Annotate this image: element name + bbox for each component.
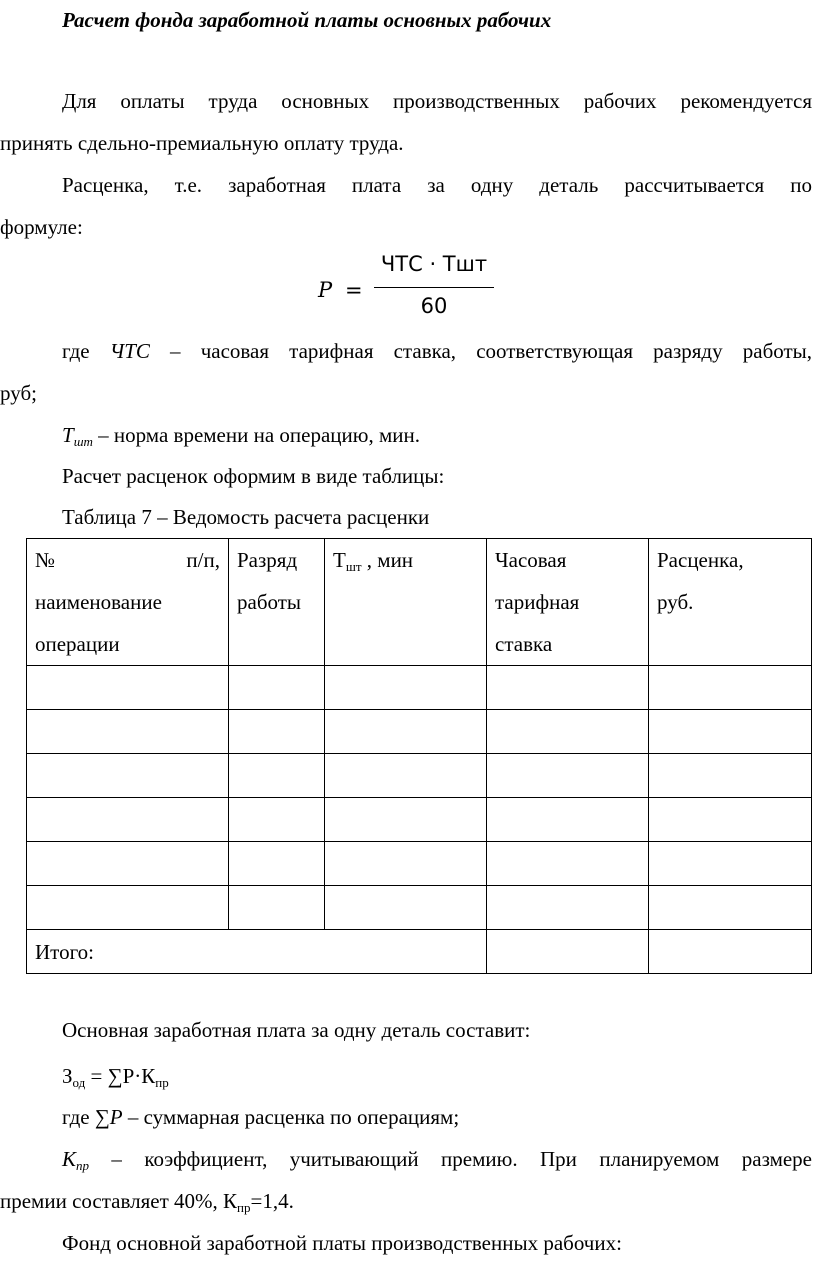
table-row [27,666,812,710]
formula-equals: = [345,278,363,302]
table-cell [27,666,229,710]
header-piece-rate-line: Расценка, [657,548,744,572]
header-operation-line: наименование [35,590,162,614]
table-cell [27,710,229,754]
def-text: – коэффициент, учитывающий премию. При планируемом размере [88,1147,812,1171]
definition-continuation: руб; [0,381,37,405]
table-cell [325,798,487,842]
table-cell [487,666,649,710]
paragraph-line: Расценка, т.е. заработная плата за одну деталь рассчитывается по [62,173,812,197]
def-prefix: где [62,339,90,363]
paragraph-line: Для оплаты труда основных производственных рабочих рекомендуется [62,89,812,113]
header-operation-line: № п/п, [35,548,220,572]
def-term-t-sub: шт [73,434,93,449]
def-term-t: Т [62,423,74,447]
header-grade-line: работы [237,590,302,614]
definition-line [0,1146,812,1172]
table-cell [487,754,649,798]
rates-table [26,538,812,974]
header-hourly-rate [487,539,649,666]
table-row [27,710,812,754]
header-hourly-rate-line: Часовая [495,548,567,572]
table-cell [229,754,325,798]
table-cell [487,842,649,886]
table-cell [229,666,325,710]
formula-rest: = ∑Р·К [85,1064,156,1088]
header-hourly-rate-line: ставка [495,632,553,656]
table-row [27,754,812,798]
formula-lhs: P [318,278,333,302]
table-row [27,842,812,886]
header-operation [27,539,229,666]
table-cell [649,798,812,842]
section-title: Расчет фонда заработной платы основных рабочих [62,8,552,32]
paragraph-line: Основная заработная плата за одну деталь составит: [62,1018,531,1042]
table-cell [487,798,649,842]
def-term-chts: ЧТС [109,339,150,363]
table-cell [325,754,487,798]
paragraph-line [0,1188,812,1214]
table-cell [487,930,649,974]
def-term-sum-p: ∑P [94,1105,123,1129]
paragraph-line: принять сдельно-премиальную оплату труда. [0,131,404,155]
def-text: – норма времени на операцию, мин. [92,423,420,447]
table-total-row [27,930,812,974]
bonus-value: =1,4. [250,1189,294,1213]
paragraph-line: Фонд основной заработной платы производственных рабочих: [62,1231,622,1255]
bonus-text: премии составляет 40%, К [0,1189,238,1213]
table-cell [487,886,649,930]
table-cell [27,886,229,930]
header-grade [229,539,325,666]
header-time-unit: , мин [361,548,414,572]
def-prefix: где [62,1105,95,1129]
formula-numerator: ЧТС · Тшт [380,252,488,276]
table-header-row [27,539,812,666]
header-piece-rate-line: руб. [657,590,694,614]
header-piece-rate [649,539,812,666]
table-cell [325,710,487,754]
definition-line [0,338,812,364]
header-time [325,539,487,666]
table-cell [229,710,325,754]
def-term-k-sub: пр [75,1158,89,1173]
paragraph-line: Расчет расценок оформим в виде таблицы: [62,464,445,488]
table-cell [27,754,229,798]
table-cell [229,886,325,930]
definition-line [0,1104,812,1130]
table-cell [229,842,325,886]
header-time-main: Т [333,548,346,572]
table-cell [649,710,812,754]
table-cell [27,798,229,842]
z-subscript: од [72,1075,86,1090]
bonus-sub: пр [237,1200,251,1215]
table-cell [649,842,812,886]
k-subscript: пр [155,1075,169,1090]
table-cell [487,710,649,754]
table-caption: Таблица 7 – Ведомость расчета расценки [62,505,430,529]
table-cell [229,798,325,842]
table-cell [649,754,812,798]
table-cell [649,666,812,710]
table-row [27,798,812,842]
def-text: – суммарная расценка по операциям; [122,1105,460,1129]
def-text: – часовая тарифная ставка, соответствующая разряду работы, [170,339,813,363]
table-cell [325,842,487,886]
formula-fraction-bar [374,287,494,288]
table-cell [325,886,487,930]
table-row [27,886,812,930]
formula-line [0,1063,812,1089]
header-hourly-rate-line: тарифная [495,590,580,614]
formula-denominator: 60 [420,294,448,318]
z-symbol: З [62,1064,73,1088]
def-term-k: К [62,1147,76,1171]
paragraph-line: формуле: [0,215,83,239]
table-cell [27,842,229,886]
header-grade-line: Разряд [237,548,298,572]
rate-formula [318,248,518,328]
header-operation-line: операции [35,632,120,656]
definition-line [0,422,812,448]
total-label: Итого: [27,930,487,974]
table-cell [649,886,812,930]
table-cell [325,666,487,710]
header-time-sub: шт [345,559,362,574]
table-cell [649,930,812,974]
